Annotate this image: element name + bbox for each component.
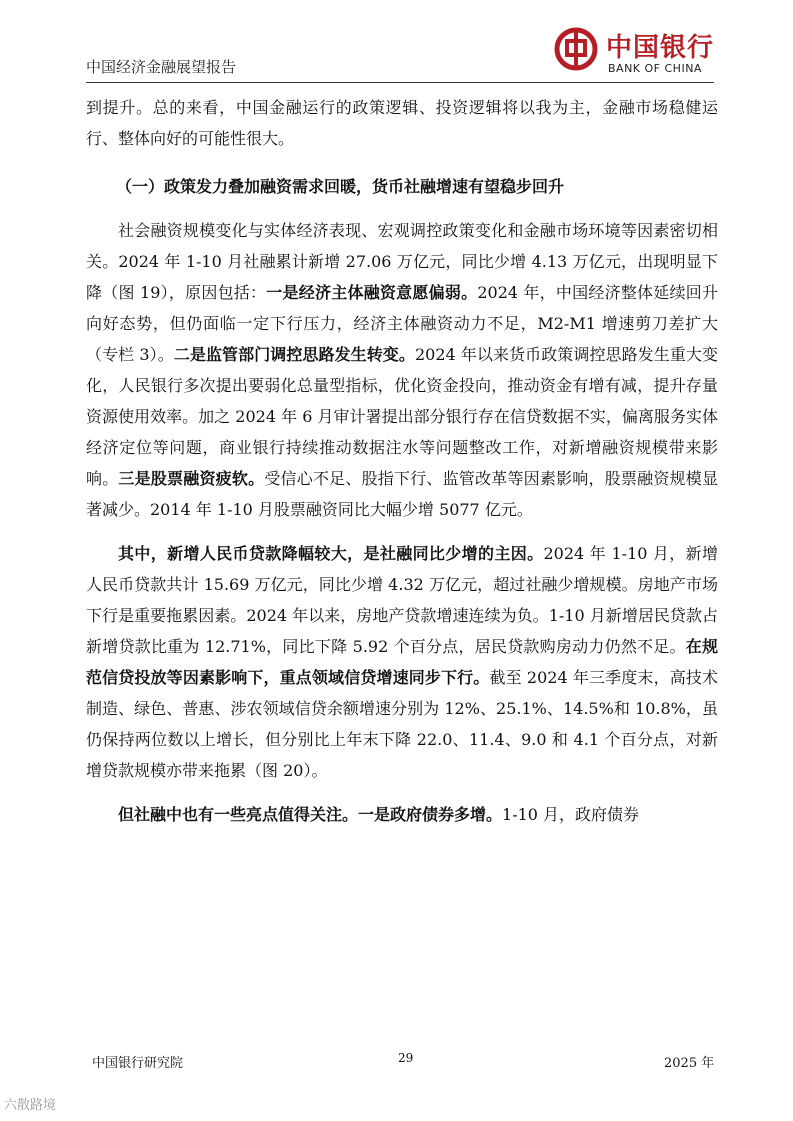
watermark: 六散路境 — [4, 1098, 57, 1113]
logo-chinese-text: 中国银行 — [606, 33, 715, 63]
bold-point-two: 二是监管部门调控思路发生转变。 — [173, 345, 415, 364]
page-number: 29 — [398, 1051, 414, 1065]
bank-logo — [554, 25, 714, 79]
paragraph-intro-continued: 到提升。总的来看，中国金融运行的政策逻辑、投资逻辑将以我为主，金融市场稳健运行、整体向好的可能性很大。 — [86, 98, 718, 148]
footer-year: 2025 年 — [664, 1056, 715, 1071]
bold-point-one: 一是经济主体融资意愿偏弱。 — [266, 283, 478, 302]
bold-highlights-lead: 但社融中也有一些亮点值得关注。一是政府债券多增。 — [118, 805, 503, 824]
bold-credit-lead: 在规范信贷投放等因素影响下，重点领域信贷增速同步下行。 — [86, 637, 718, 687]
paragraph-rmb-loans: 其中，新增人民币贷款降幅较大，是社融同比少增的主因。2024 年 1-10 月，新增人民币贷款共计 15.69 万亿元，同比少增 4.32 万亿元，超过社融少增规模。房地产市场下行是重要拖累因素。2024 年以来，房地产贷款增速连续为负。1-10 月新增居民贷款占新增贷款比重为 12.71%，同比下降 5.92 个百分点，居民贷款购房动力仍然不足。在规范信贷投放等因素影响下，重点领域信贷增速同步下行。截至 2024 年三季度末，高技术制造、绿色、普惠、涉农领域信贷余额增速分别为 12%、25.1%、14.5%和 10.8%，虽仍保持两位数以上增长，但分别比上年末下降 22.0、11.4、9.0 和 4.1 个百分点，对新增贷款规模亦带来拖累（图 20）。 — [86, 544, 718, 780]
bold-loans-lead: 其中，新增人民币贷款降幅较大，是社融同比少增的主因。 — [118, 544, 544, 563]
header-divider — [86, 82, 714, 83]
section-heading: （一）政策发力叠加融资需求回暖，货币社融增速有望稳步回升 — [116, 177, 565, 196]
paragraph-highlights: 但社融中也有一些亮点值得关注。一是政府债券多增。1-10 月，政府债券 — [118, 805, 640, 824]
bold-point-three: 三是股票融资疲软。 — [118, 469, 265, 488]
body-content — [86, 92, 718, 830]
logo-english-text: BANK OF CHINA — [608, 62, 702, 75]
report-title: 中国经济金融展望报告 — [86, 58, 237, 76]
paragraph-social-financing: 社会融资规模变化与实体经济表现、宏观调控政策变化和金融市场环境等因素密切相关。2024 年 1-10 月社融累计新增 27.06 万亿元，同比少增 4.13 万亿元，出现明显下降（图 19），原因包括：一是经济主体融资意愿偏弱。2024 年，中国经济整体延续回升向好态势，但仍面临一定下行压力，经济主体融资动力不足，M2-M1 增速剪刀差扩大（专栏 3）。二是监管部门调控思路发生转变。2024 年以来货币政策调控思路发生重大变化，人民银行多次提出要弱化总量型指标，优化资金投向，推动资金有增有减，提升存量资源使用效率。加之 2024 年 6 月审计署提出部分银行存在信贷数据不实，偏离服务实体经济定位等问题，商业银行持续推动数据注水等问题整改工作，对新增融资规模带来影响。三是股票融资疲软。受信心不足、股指下行、监管改革等因素影响，股票融资规模显著减少。2014 年 1-10 月股票融资同比大幅少增 5077 亿元。 — [86, 221, 718, 519]
bank-of-china-logo-icon — [554, 27, 598, 71]
footer-institute: 中国银行研究院 — [92, 1056, 184, 1071]
